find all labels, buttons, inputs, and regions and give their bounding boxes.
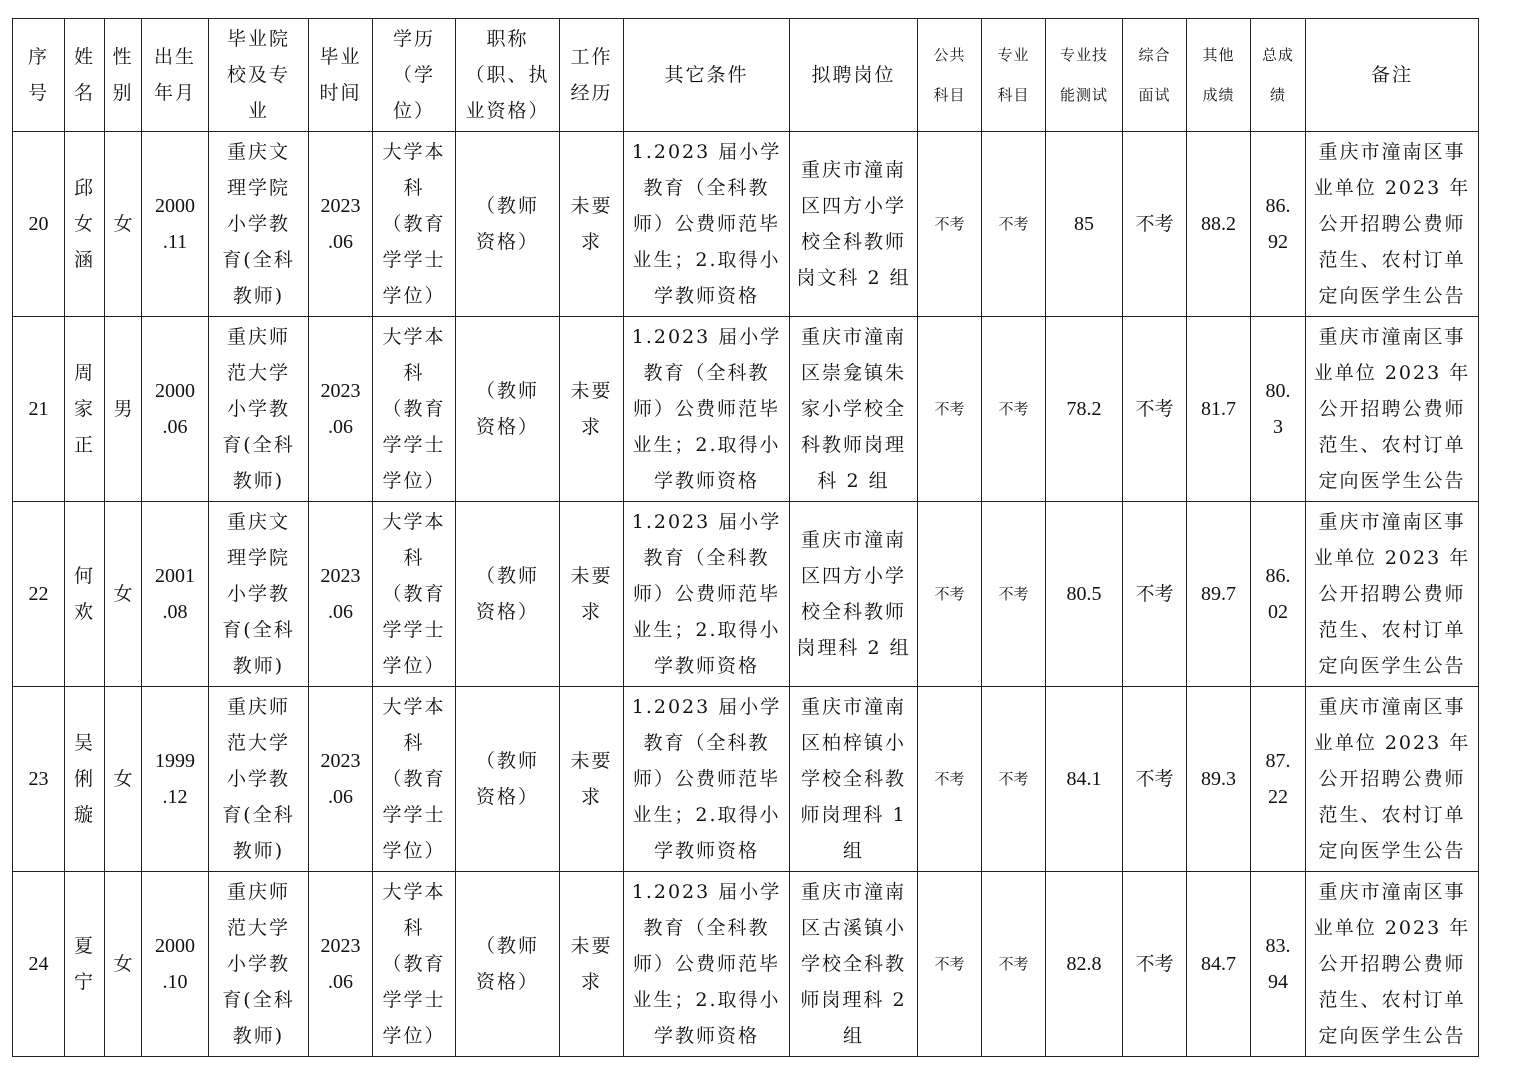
table-row (13, 872, 1479, 1057)
header-other-score: 其他 成绩 (1187, 19, 1251, 132)
cell-school: 重庆文 理学院 小学教 育(全科 教师) (209, 132, 309, 317)
cell-other-score: 84.7 (1187, 872, 1251, 1057)
cell-other-score: 89.3 (1187, 687, 1251, 872)
cell-skill-test: 84.1 (1046, 687, 1123, 872)
cell-skill-test: 78.2 (1046, 317, 1123, 502)
cell-major-subject: 不考 (982, 872, 1046, 1057)
header-total: 总成 绩 (1251, 19, 1306, 132)
cell-seq: 20 (13, 132, 65, 317)
cell-title: （教师 资格） (456, 872, 560, 1057)
cell-other-score: 89.7 (1187, 502, 1251, 687)
cell-work: 未要 求 (560, 317, 624, 502)
cell-position: 重庆市潼南 区古溪镇小 学校全科教 师岗理科 2 组 (790, 872, 918, 1057)
cell-public-subject: 不考 (918, 502, 982, 687)
table-row (13, 687, 1479, 872)
header-public-subject: 公共 科目 (918, 19, 982, 132)
cell-degree: 大学本 科 （教育 学学士 学位） (373, 872, 456, 1057)
cell-grad-time: 2023 .06 (309, 317, 373, 502)
cell-birth: 2000 .10 (142, 872, 209, 1057)
cell-position: 重庆市潼南 区四方小学 校全科教师 岗理科 2 组 (790, 502, 918, 687)
header-title: 职称 （职、执 业资格） (456, 19, 560, 132)
cell-name: 邱 女 涵 (65, 132, 105, 317)
cell-gender: 女 (105, 687, 142, 872)
cell-school: 重庆师 范大学 小学教 育(全科 教师) (209, 687, 309, 872)
cell-school: 重庆师 范大学 小学教 育(全科 教师) (209, 872, 309, 1057)
cell-public-subject: 不考 (918, 317, 982, 502)
cell-grad-time: 2023 .06 (309, 872, 373, 1057)
cell-seq: 22 (13, 502, 65, 687)
cell-title: （教师 资格） (456, 132, 560, 317)
cell-title: （教师 资格） (456, 687, 560, 872)
cell-remark: 重庆市潼南区事 业单位 2023 年 公开招聘公费师 范生、农村订单 定向医学生公告 (1306, 872, 1479, 1057)
header-birth: 出生 年月 (142, 19, 209, 132)
cell-interview: 不考 (1123, 872, 1187, 1057)
cell-degree: 大学本 科 （教育 学学士 学位） (373, 502, 456, 687)
cell-school: 重庆师 范大学 小学教 育(全科 教师) (209, 317, 309, 502)
cell-total: 86. 02 (1251, 502, 1306, 687)
cell-gender: 女 (105, 132, 142, 317)
header-school: 毕业院 校及专 业 (209, 19, 309, 132)
cell-public-subject: 不考 (918, 687, 982, 872)
table-row (13, 502, 1479, 687)
cell-public-subject: 不考 (918, 872, 982, 1057)
cell-other-conditions: 1.2023 届小学 教育（全科教 师）公费师范毕 业生；2.取得小 学教师资格 (624, 317, 790, 502)
header-work: 工作 经历 (560, 19, 624, 132)
cell-seq: 24 (13, 872, 65, 1057)
cell-remark: 重庆市潼南区事 业单位 2023 年 公开招聘公费师 范生、农村订单 定向医学生公告 (1306, 687, 1479, 872)
cell-name: 周 家 正 (65, 317, 105, 502)
header-interview: 综合 面试 (1123, 19, 1187, 132)
cell-work: 未要 求 (560, 132, 624, 317)
cell-name: 夏 宁 (65, 872, 105, 1057)
cell-other-score: 88.2 (1187, 132, 1251, 317)
cell-other-conditions: 1.2023 届小学 教育（全科教 师）公费师范毕 业生；2.取得小 学教师资格 (624, 872, 790, 1057)
cell-work: 未要 求 (560, 872, 624, 1057)
cell-birth: 1999 .12 (142, 687, 209, 872)
table-row (13, 317, 1479, 502)
cell-title: （教师 资格） (456, 502, 560, 687)
cell-remark: 重庆市潼南区事 业单位 2023 年 公开招聘公费师 范生、农村订单 定向医学生公告 (1306, 317, 1479, 502)
cell-name: 吴 俐 璇 (65, 687, 105, 872)
candidate-table (12, 18, 1479, 1057)
header-other-conditions: 其它条件 (624, 19, 790, 132)
cell-interview: 不考 (1123, 502, 1187, 687)
cell-position: 重庆市潼南 区崇龛镇朱 家小学校全 科教师岗理 科 2 组 (790, 317, 918, 502)
cell-birth: 2000 .11 (142, 132, 209, 317)
header-position: 拟聘岗位 (790, 19, 918, 132)
cell-degree: 大学本 科 （教育 学学士 学位） (373, 317, 456, 502)
table-row (13, 132, 1479, 317)
cell-public-subject: 不考 (918, 132, 982, 317)
header-skill-test: 专业技 能测试 (1046, 19, 1123, 132)
cell-name: 何 欢 (65, 502, 105, 687)
cell-seq: 23 (13, 687, 65, 872)
header-row (13, 19, 1479, 132)
cell-interview: 不考 (1123, 317, 1187, 502)
cell-interview: 不考 (1123, 687, 1187, 872)
cell-other-conditions: 1.2023 届小学 教育（全科教 师）公费师范毕 业生；2.取得小 学教师资格 (624, 687, 790, 872)
cell-school: 重庆文 理学院 小学教 育(全科 教师) (209, 502, 309, 687)
cell-gender: 女 (105, 872, 142, 1057)
cell-gender: 女 (105, 502, 142, 687)
cell-skill-test: 82.8 (1046, 872, 1123, 1057)
cell-major-subject: 不考 (982, 317, 1046, 502)
cell-major-subject: 不考 (982, 502, 1046, 687)
cell-gender: 男 (105, 317, 142, 502)
cell-total: 86. 92 (1251, 132, 1306, 317)
header-major-subject: 专业 科目 (982, 19, 1046, 132)
cell-birth: 2000 .06 (142, 317, 209, 502)
cell-position: 重庆市潼南 区柏梓镇小 学校全科教 师岗理科 1 组 (790, 687, 918, 872)
cell-total: 80. 3 (1251, 317, 1306, 502)
cell-grad-time: 2023 .06 (309, 132, 373, 317)
header-grad-time: 毕业 时间 (309, 19, 373, 132)
cell-title: （教师 资格） (456, 317, 560, 502)
cell-other-conditions: 1.2023 届小学 教育（全科教 师）公费师范毕 业生；2.取得小 学教师资格 (624, 502, 790, 687)
header-gender: 性 别 (105, 19, 142, 132)
cell-work: 未要 求 (560, 502, 624, 687)
cell-seq: 21 (13, 317, 65, 502)
cell-other-score: 81.7 (1187, 317, 1251, 502)
cell-interview: 不考 (1123, 132, 1187, 317)
cell-skill-test: 85 (1046, 132, 1123, 317)
cell-major-subject: 不考 (982, 132, 1046, 317)
cell-grad-time: 2023 .06 (309, 687, 373, 872)
cell-work: 未要 求 (560, 687, 624, 872)
header-name: 姓 名 (65, 19, 105, 132)
cell-position: 重庆市潼南 区四方小学 校全科教师 岗文科 2 组 (790, 132, 918, 317)
cell-total: 87. 22 (1251, 687, 1306, 872)
header-degree: 学历 （学 位） (373, 19, 456, 132)
cell-birth: 2001 .08 (142, 502, 209, 687)
cell-grad-time: 2023 .06 (309, 502, 373, 687)
cell-total: 83. 94 (1251, 872, 1306, 1057)
cell-other-conditions: 1.2023 届小学 教育（全科教 师）公费师范毕 业生；2.取得小 学教师资格 (624, 132, 790, 317)
cell-remark: 重庆市潼南区事 业单位 2023 年 公开招聘公费师 范生、农村订单 定向医学生公告 (1306, 502, 1479, 687)
cell-skill-test: 80.5 (1046, 502, 1123, 687)
header-remark: 备注 (1306, 19, 1479, 132)
cell-degree: 大学本 科 （教育 学学士 学位） (373, 687, 456, 872)
cell-remark: 重庆市潼南区事 业单位 2023 年 公开招聘公费师 范生、农村订单 定向医学生公告 (1306, 132, 1479, 317)
cell-degree: 大学本 科 （教育 学学士 学位） (373, 132, 456, 317)
header-seq: 序 号 (13, 19, 65, 132)
cell-major-subject: 不考 (982, 687, 1046, 872)
